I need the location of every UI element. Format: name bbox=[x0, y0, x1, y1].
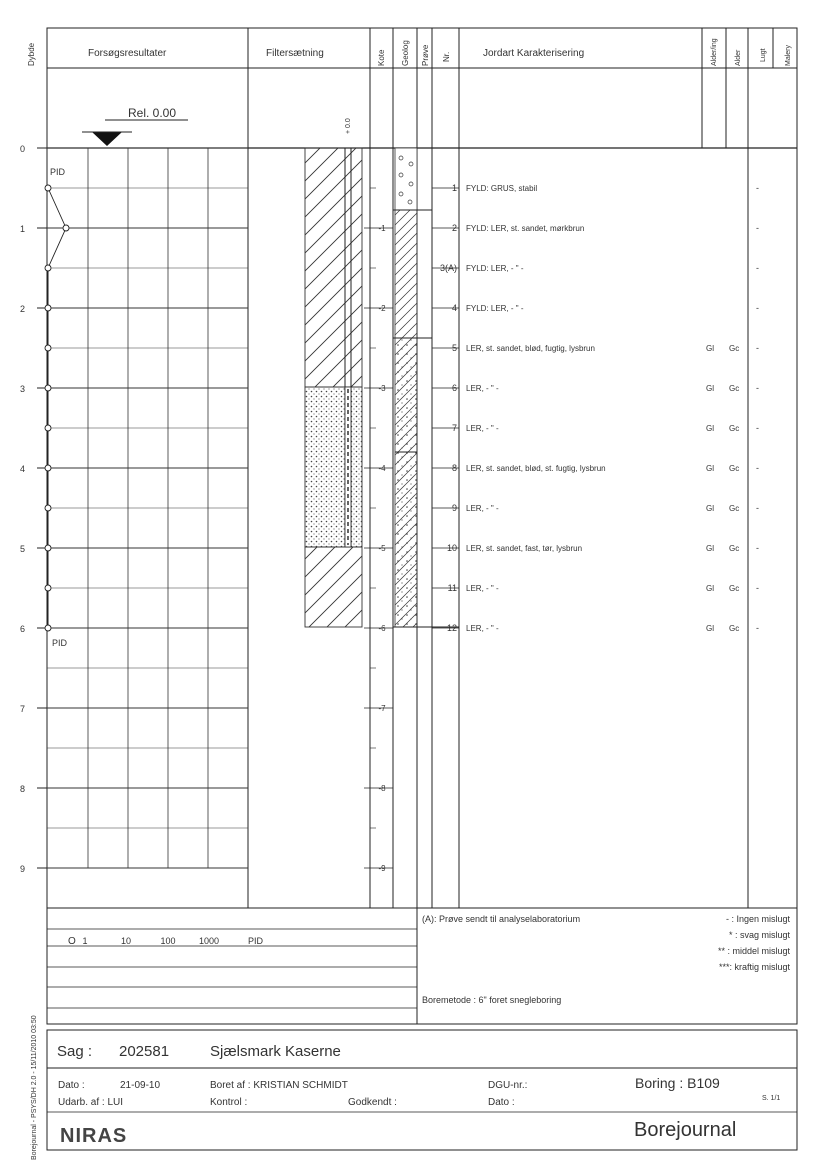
depth-axis bbox=[20, 144, 47, 874]
control: Kontrol : bbox=[210, 1097, 248, 1108]
sample-dannelse: Gl bbox=[706, 344, 714, 353]
depth-tick-label: 0 bbox=[20, 144, 26, 154]
sample-nr: 3(A) bbox=[439, 263, 457, 273]
drilling-method: Boremetode : 6" foret snegleboring bbox=[422, 995, 562, 1005]
filter-sealing-bottom bbox=[305, 547, 362, 627]
sample-description: FYLD: LER, - " - bbox=[466, 264, 524, 273]
log-frame bbox=[47, 28, 797, 1024]
side-print-info: Borejournal - PSYS/DH 2.0 - 15/11/2010 03:50 bbox=[31, 1015, 38, 1160]
sample-alder: Gc bbox=[729, 624, 740, 633]
malery-header: Malery bbox=[785, 44, 792, 66]
kote-tick-label: -8 bbox=[378, 784, 386, 793]
sample-description: FYLD: LER, st. sandet, mørkbrun bbox=[466, 224, 585, 233]
depth-tick-label: 5 bbox=[20, 544, 26, 554]
sample-row bbox=[432, 223, 759, 233]
sample-lugt: - bbox=[756, 343, 759, 353]
depth-tick-label: 1 bbox=[20, 224, 26, 234]
filter-sealing-top bbox=[305, 148, 362, 387]
geolog-header: Geolog bbox=[401, 40, 410, 66]
sample-alder: Gc bbox=[729, 384, 740, 393]
geology-column bbox=[393, 148, 459, 627]
sample-row bbox=[432, 463, 759, 473]
approved: Godkendt : bbox=[348, 1097, 397, 1108]
sag-label: Sag : bbox=[57, 1043, 93, 1060]
kote-axis bbox=[364, 188, 393, 873]
sample-lugt: - bbox=[756, 423, 759, 433]
filter-installation bbox=[305, 148, 362, 627]
prepared-by: Udarb. af : LUI bbox=[58, 1097, 124, 1108]
sample-row bbox=[432, 183, 759, 193]
sample-lugt: - bbox=[756, 503, 759, 513]
depth-tick-label: 3 bbox=[20, 384, 26, 394]
pid-scale-symbol: O bbox=[68, 936, 76, 947]
filter-sand-pack bbox=[305, 387, 362, 547]
sample-dannelse: Gl bbox=[706, 504, 714, 513]
sample-description: LER, - " - bbox=[466, 424, 499, 433]
sample-description: LER, - " - bbox=[466, 624, 499, 633]
pid-point bbox=[45, 465, 51, 471]
depth-tick-label: 7 bbox=[20, 704, 26, 714]
sample-nr: 12 bbox=[446, 623, 457, 633]
prove-header: Prøve bbox=[421, 44, 430, 66]
pid-point bbox=[45, 265, 51, 271]
sample-dannelse: Gl bbox=[706, 424, 714, 433]
sample-nr: 1 bbox=[451, 183, 457, 193]
kote-header: Kote bbox=[377, 49, 386, 66]
pid-point bbox=[45, 305, 51, 311]
pid-point bbox=[45, 585, 51, 591]
sample-row bbox=[432, 503, 759, 513]
sample-lugt: - bbox=[756, 303, 759, 313]
kote-tick-label: -6 bbox=[378, 624, 386, 633]
sample-description: LER, st. sandet, fast, tør, lysbrun bbox=[466, 544, 583, 553]
rel-label: Rel. 0.00 bbox=[128, 106, 177, 120]
sample-row bbox=[432, 383, 759, 393]
kote-tick-label: -4 bbox=[378, 464, 386, 473]
rel-level-marker bbox=[92, 132, 122, 146]
kote-tick-label: -3 bbox=[378, 384, 386, 393]
kote-tick-label: -5 bbox=[378, 544, 386, 553]
sample-dannelse: Gl bbox=[706, 544, 714, 553]
depth-tick-label: 4 bbox=[20, 464, 26, 474]
nr-header: Nr. bbox=[442, 51, 451, 62]
depth-tick-label: 8 bbox=[20, 784, 26, 794]
page-number: S. 1/1 bbox=[762, 1095, 781, 1102]
smell-legend-item: ** : middel mislugt bbox=[717, 946, 790, 956]
sample-row bbox=[432, 303, 759, 313]
kote-tick-label: -2 bbox=[378, 304, 386, 313]
sample-dannelse: Gl bbox=[706, 464, 714, 473]
sample-nr: 11 bbox=[447, 583, 457, 593]
drilled-by: Boret af : KRISTIAN SCHMIDT bbox=[210, 1080, 348, 1091]
sample-description: FYLD: LER, - " - bbox=[466, 304, 524, 313]
lugt-header: Lugt bbox=[760, 48, 767, 62]
sample-alder: Gc bbox=[729, 544, 740, 553]
sample-nr: 9 bbox=[451, 503, 457, 513]
smell-legend-item: ***: kraftig mislugt bbox=[718, 962, 790, 972]
pid-scale-unit: PID bbox=[248, 936, 264, 946]
sample-nr: 10 bbox=[446, 543, 457, 553]
sample-nr: 5 bbox=[451, 343, 457, 353]
sample-lugt: - bbox=[756, 583, 759, 593]
smell-legend-item: - : Ingen mislugt bbox=[725, 914, 790, 924]
pid-curve bbox=[45, 185, 69, 631]
pid-point bbox=[45, 425, 51, 431]
sample-row bbox=[432, 343, 759, 353]
geology-fill-clay bbox=[395, 210, 417, 338]
pid-point bbox=[63, 225, 69, 231]
pid-point bbox=[45, 385, 51, 391]
sample-alder: Gc bbox=[729, 424, 740, 433]
alder-header: Alder bbox=[735, 49, 742, 66]
sample-row bbox=[432, 423, 759, 433]
sample-alder: Gc bbox=[729, 504, 740, 513]
boring-id: Boring : B109 bbox=[635, 1075, 720, 1091]
smell-legend bbox=[718, 914, 791, 972]
results-header: Forsøgsresultater bbox=[88, 48, 167, 59]
sample-lugt: - bbox=[756, 183, 759, 193]
sample-nr: 2 bbox=[451, 223, 457, 233]
kote-tick-label: -1 bbox=[378, 224, 386, 233]
pid-point bbox=[45, 505, 51, 511]
pid-label-top: PID bbox=[50, 167, 66, 177]
pid-label-bottom: PID bbox=[52, 638, 68, 648]
sample-dannelse: Gl bbox=[706, 624, 714, 633]
analysis-note: (A): Prøve sendt til analyselaboratorium bbox=[422, 914, 581, 924]
sample-description: LER, - " - bbox=[466, 384, 499, 393]
pid-point bbox=[45, 545, 51, 551]
project-name: Sjælsmark Kaserne bbox=[210, 1043, 341, 1060]
date-value: 21-09-10 bbox=[120, 1080, 161, 1091]
pid-scale-value: 100 bbox=[160, 936, 176, 946]
depth-tick-label: 9 bbox=[20, 864, 26, 874]
pid-scale-value: 1000 bbox=[198, 936, 220, 946]
niras-logo: NIRAS bbox=[60, 1125, 128, 1147]
document-title: Borejournal bbox=[634, 1119, 737, 1141]
sample-description: LER, st. sandet, blød, fugtig, lysbrun bbox=[466, 344, 595, 353]
sample-lugt: - bbox=[756, 463, 759, 473]
sample-dannelse: Gl bbox=[706, 384, 714, 393]
pid-scale bbox=[82, 936, 219, 946]
sample-description: FYLD: GRUS, stabil bbox=[466, 184, 538, 193]
sample-nr: 4 bbox=[451, 303, 457, 313]
date-label: Dato : bbox=[58, 1080, 85, 1091]
pid-scale-value: 10 bbox=[120, 936, 132, 946]
pid-point bbox=[45, 625, 51, 631]
sample-nr: 6 bbox=[451, 383, 457, 393]
depth-tick-label: 2 bbox=[20, 304, 26, 314]
sample-lugt: - bbox=[756, 223, 759, 233]
sample-lugt: - bbox=[756, 543, 759, 553]
geology-fill-gravel bbox=[395, 148, 417, 210]
sample-row bbox=[432, 623, 759, 633]
sample-lugt: - bbox=[756, 263, 759, 273]
pid-point bbox=[45, 345, 51, 351]
results-grid bbox=[47, 148, 248, 868]
filter-header: Filtersætning bbox=[266, 48, 324, 59]
sample-lugt: - bbox=[756, 383, 759, 393]
depth-tick-label: 6 bbox=[20, 624, 26, 634]
pid-scale-value: 1 bbox=[82, 936, 88, 946]
smell-legend-item: * : svag mislugt bbox=[728, 930, 790, 940]
dgu-number: DGU-nr.: bbox=[488, 1080, 528, 1091]
pid-point bbox=[45, 185, 51, 191]
sample-nr: 8 bbox=[451, 463, 457, 473]
sample-alder: Gc bbox=[729, 584, 740, 593]
kote-tick-label: -7 bbox=[378, 704, 386, 713]
sample-row bbox=[432, 543, 759, 553]
kote-tick-label: -9 bbox=[378, 864, 386, 873]
depth-header: Dybde bbox=[27, 42, 36, 66]
sample-row bbox=[432, 263, 759, 273]
lower-panel bbox=[47, 908, 797, 1024]
dannelse-header: Alder/ing bbox=[711, 38, 718, 66]
sample-nr: 7 bbox=[451, 423, 457, 433]
sample-rows bbox=[432, 183, 759, 633]
sample-dannelse: Gl bbox=[706, 584, 714, 593]
sample-alder: Gc bbox=[729, 464, 740, 473]
sample-description: LER, - " - bbox=[466, 504, 499, 513]
filter-top-label: + 0.0 bbox=[345, 118, 352, 134]
date2-label: Dato : bbox=[488, 1097, 515, 1108]
sag-value: 202581 bbox=[119, 1043, 170, 1060]
soil-description-header: Jordart Karakterisering bbox=[483, 48, 585, 59]
sample-alder: Gc bbox=[729, 344, 740, 353]
sample-row bbox=[432, 583, 759, 593]
sample-description: LER, st. sandet, blød, st. fugtig, lysbrun bbox=[466, 464, 606, 473]
sample-description: LER, - " - bbox=[466, 584, 499, 593]
sample-lugt: - bbox=[756, 623, 759, 633]
